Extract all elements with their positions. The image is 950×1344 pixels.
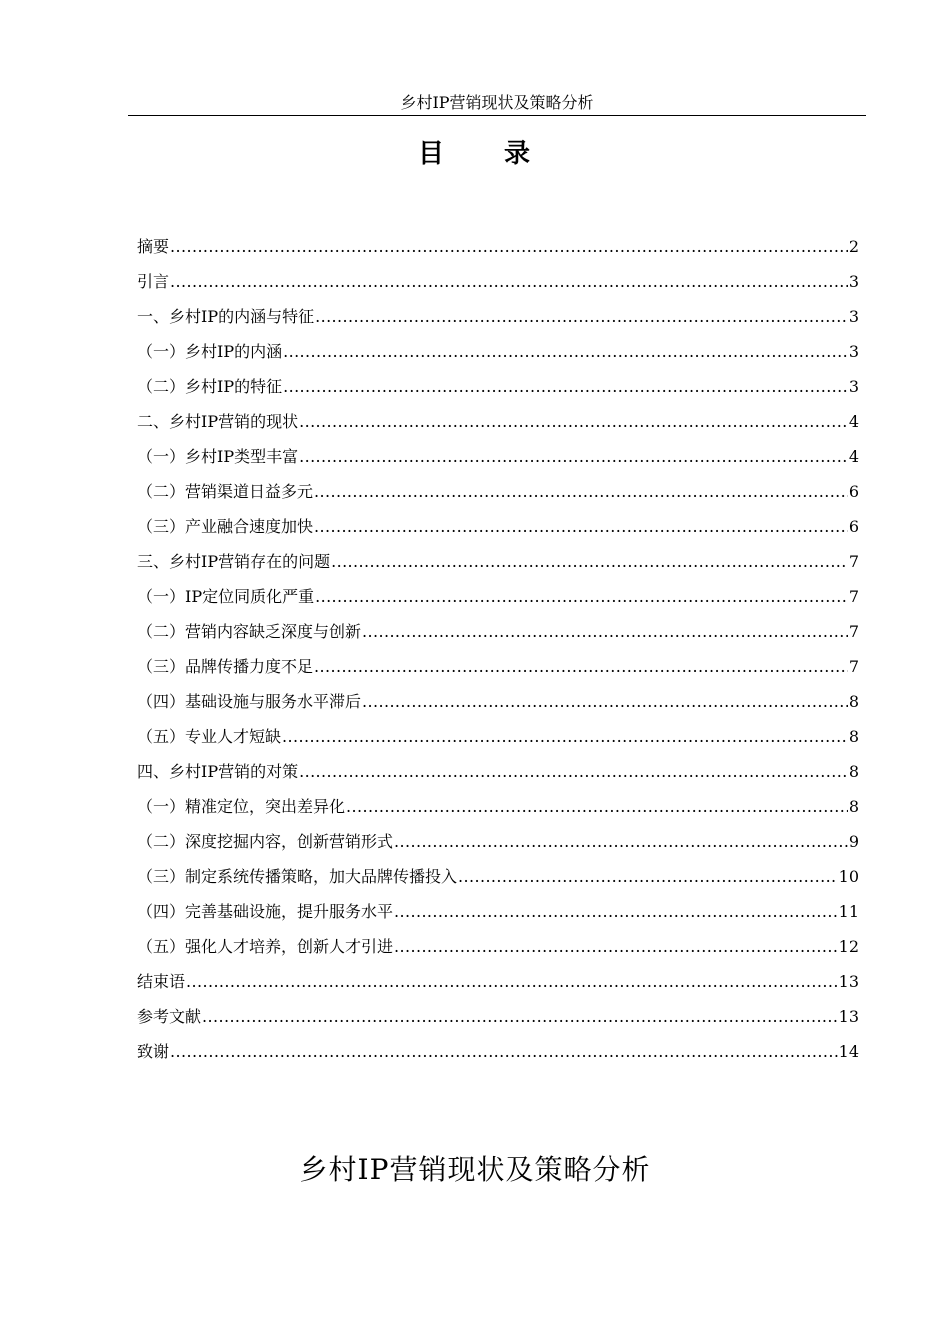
toc-entry-label: （一）乡村IP类型丰富 [137,447,299,466]
toc-page-number: 7 [848,622,859,641]
toc-page-number: 6 [848,482,859,501]
toc-entry[interactable] [137,901,859,936]
toc-entry[interactable] [137,831,859,866]
toc-entry[interactable] [137,761,859,796]
toc-page-number: 9 [848,832,859,851]
toc-dot-leader [394,936,838,958]
toc-page-number: 7 [848,552,859,571]
toc-entry[interactable] [137,586,859,621]
toc-entry[interactable] [137,971,859,1006]
toc-entry-label: 参考文献 [137,1007,202,1026]
toc-page-number: 6 [848,517,859,536]
toc-page-number: 8 [848,727,859,746]
toc-dot-leader [314,656,848,678]
toc-dot-leader [170,1041,838,1063]
toc-entry[interactable] [137,656,859,691]
toc-entry-label: （三）品牌传播力度不足 [137,657,314,676]
toc-page-number: 3 [848,307,859,326]
toc-dot-leader [283,341,848,363]
toc-dot-leader [299,761,848,783]
toc-heading-char: 目 [417,139,446,169]
toc-entry[interactable] [137,551,859,586]
toc-entry-label: 致谢 [137,1042,170,1061]
toc-page-number: 4 [848,412,859,431]
toc-entry[interactable] [137,1006,859,1041]
toc-entry[interactable] [137,481,859,516]
toc-page-number: 3 [848,342,859,361]
toc-entry-label: 二、乡村IP营销的现状 [137,412,299,431]
toc-dot-leader [299,411,848,433]
toc-page-number: 12 [838,937,859,956]
toc-entry[interactable] [137,936,859,971]
toc-entry-label: （三）产业融合速度加快 [137,517,314,536]
toc-entry[interactable] [137,516,859,551]
toc-dot-leader [458,866,838,888]
toc-entry[interactable] [137,306,859,341]
toc-entry-label: 四、乡村IP营销的对策 [137,762,299,781]
toc-entry-label: （一）精准定位，突出差异化 [137,797,346,816]
document-title: 乡村IP营销现状及策略分析 [299,1153,651,1186]
toc-dot-leader [186,971,838,993]
toc-dot-leader [315,306,848,328]
toc-page-number: 11 [838,902,859,921]
toc-page-number: 7 [848,657,859,676]
toc-entry-label: 三、乡村IP营销存在的问题 [137,552,331,571]
toc-entry-label: （三）制定系统传播策略，加大品牌传播投入 [137,867,458,886]
toc-entry[interactable] [137,726,859,761]
toc-entry-label: （五）专业人才短缺 [137,727,282,746]
toc-entry-label: 结束语 [137,972,186,991]
toc-entry-label: （二）乡村IP的特征 [137,377,283,396]
toc-dot-leader [394,901,838,923]
toc-list [137,236,859,1076]
toc-entry-label: （二）深度挖掘内容，创新营销形式 [137,832,394,851]
toc-heading [0,135,950,173]
toc-dot-leader [282,726,848,748]
toc-page-number: 13 [838,972,859,991]
toc-entry-label: （五）强化人才培养，创新人才引进 [137,937,394,956]
toc-entry[interactable] [137,271,859,306]
toc-entry[interactable] [137,376,859,411]
toc-entry-label: 引言 [137,272,170,291]
toc-entry[interactable] [137,446,859,481]
toc-page-number: 14 [838,1042,859,1061]
toc-entry[interactable] [137,236,859,271]
toc-page-number: 3 [848,377,859,396]
toc-entry[interactable] [137,411,859,446]
toc-dot-leader [202,1006,838,1028]
toc-entry-label: （一）IP定位同质化严重 [137,587,315,606]
toc-page-number: 10 [838,867,859,886]
toc-page-number: 3 [848,272,859,291]
toc-dot-leader [314,481,848,503]
toc-entry[interactable] [137,1041,859,1076]
toc-dot-leader [314,516,848,538]
toc-entry-label: 一、乡村IP的内涵与特征 [137,307,315,326]
toc-dot-leader [346,796,848,818]
toc-dot-leader [283,376,848,398]
toc-entry-label: （二）营销内容缺乏深度与创新 [137,622,362,641]
toc-page-number: 8 [848,797,859,816]
toc-entry-label: （一）乡村IP的内涵 [137,342,283,361]
toc-page-number: 8 [848,762,859,781]
toc-dot-leader [362,691,848,713]
toc-entry-label: （四）完善基础设施，提升服务水平 [137,902,394,921]
toc-dot-leader [362,621,848,643]
toc-heading-char: 录 [504,139,533,169]
running-header: 乡村IP营销现状及策略分析 [400,93,594,112]
toc-dot-leader [170,236,848,258]
toc-page-number: 4 [848,447,859,466]
toc-entry-label: （二）营销渠道日益多元 [137,482,314,501]
toc-page-number: 13 [838,1007,859,1026]
toc-dot-leader [394,831,848,853]
toc-dot-leader [331,551,848,573]
toc-dot-leader [299,446,848,468]
toc-entry[interactable] [137,866,859,901]
toc-page-number: 2 [848,237,859,256]
toc-entry-label: 摘要 [137,237,170,256]
toc-entry[interactable] [137,691,859,726]
toc-dot-leader [315,586,848,608]
toc-entry[interactable] [137,341,859,376]
header-rule [128,115,866,116]
toc-page-number: 7 [848,587,859,606]
toc-entry-label: （四）基础设施与服务水平滞后 [137,692,362,711]
toc-dot-leader [170,271,848,293]
toc-entry[interactable] [137,796,859,831]
toc-entry[interactable] [137,621,859,656]
toc-page-number: 8 [848,692,859,711]
